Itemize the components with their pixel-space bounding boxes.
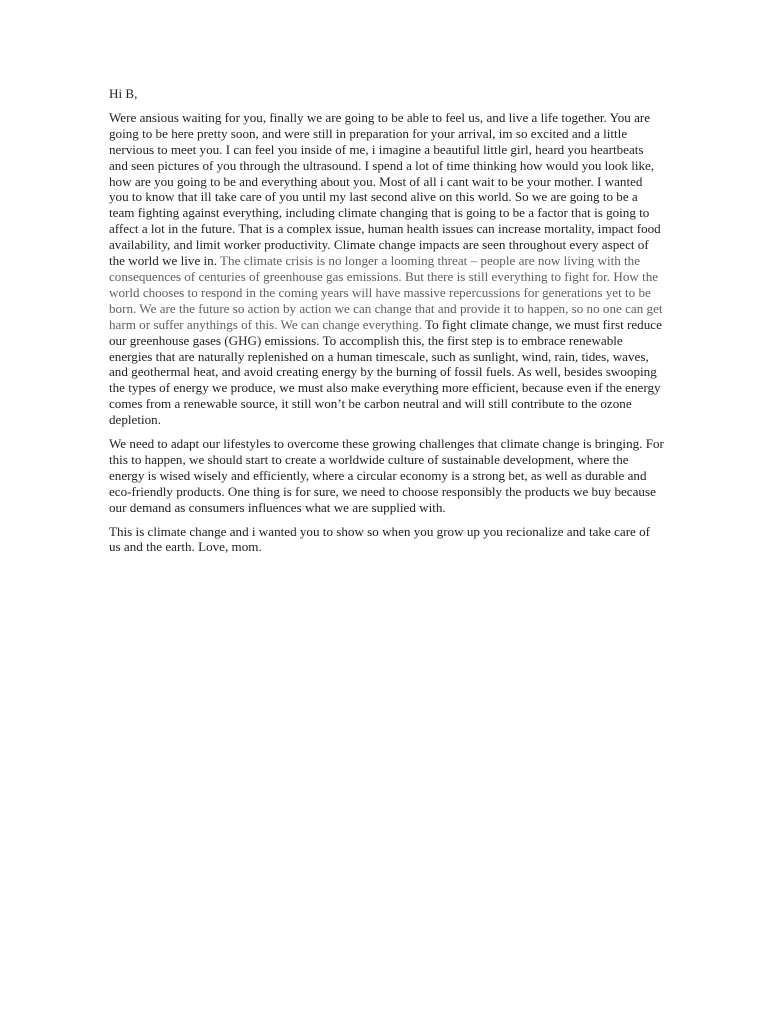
letter-paragraph-2: We need to adapt our lifestyles to overcome these growing challenges that climate change is bringing. For this to happen, we should start to create a worldwide culture of sustainable development, where the energy is wised wisely and efficiently, where a circular economy is a strong bet, as well as durable and eco-friendly products. One thing is for sure, we need to choose responsibly the products we buy because our demand as consumers influences what we are supplied with.	[109, 436, 664, 515]
letter-paragraph-3: This is climate change and i wanted you to show so when you grow up you recionalize and take care of us and the earth. Love, mom.	[109, 523, 651, 555]
letter-greeting: Hi B,	[109, 86, 138, 101]
letter-paragraph-1	[109, 110, 664, 428]
paragraph-1-part-c: To fight climate change, we must first reduce our greenhouse gases (GHG) emissions. To accomplish this, the first step is to embrace renewable energies that are naturally replenished on a human timescale, such as sunlight, wind, rain, tides, waves, and geothermal heat, and avoid creating energy by the burning of fossil fuels. As well, besides swooping the types of energy we produce, we must also make everything more efficient, because even if the energy comes from a renewable source, it still won’t be carbon neutral and will still contribute to the ozone depletion.	[109, 316, 662, 428]
paragraph-1-part-b: The climate crisis is no longer a looming threat – people are now living with the consequences of centuries of greenhouse gas emissions. But there is still everything to fight for. How the world chooses to respond in the coming years will have massive repercussions for generations yet to be born. We are the future so action by action we can change that and provide it to happen, so no one can get harm or suffer anythings of this. We can change everything.	[109, 253, 663, 332]
paragraph-1-part-a: Were ansious waiting for you, finally we are going to be able to feel us, and live a life together. You are going to be here pretty soon, and were still in preparation for your arrival, im so excited and a little nervious to meet you. I can feel you inside of me, i imagine a beautiful little girl, heard you heartbeats and seen pictures of you through the ultrasound. I spend a lot of time thinking how would you look like, how are you going to be and everything about you. Most of all i cant wait to be your mother. I wanted you to know that ill take care of you until my last second alive on this world. So we are going to be a team fighting against everything, including climate changing that is going to be a factor that is going to affect a lot in the future. That is a complex issue, human health issues can increase mortality, impact food availability, and limit worker productivity. Climate change impacts are seen throughout every aspect of the world we live in.	[109, 109, 661, 269]
letter-page	[109, 86, 664, 563]
